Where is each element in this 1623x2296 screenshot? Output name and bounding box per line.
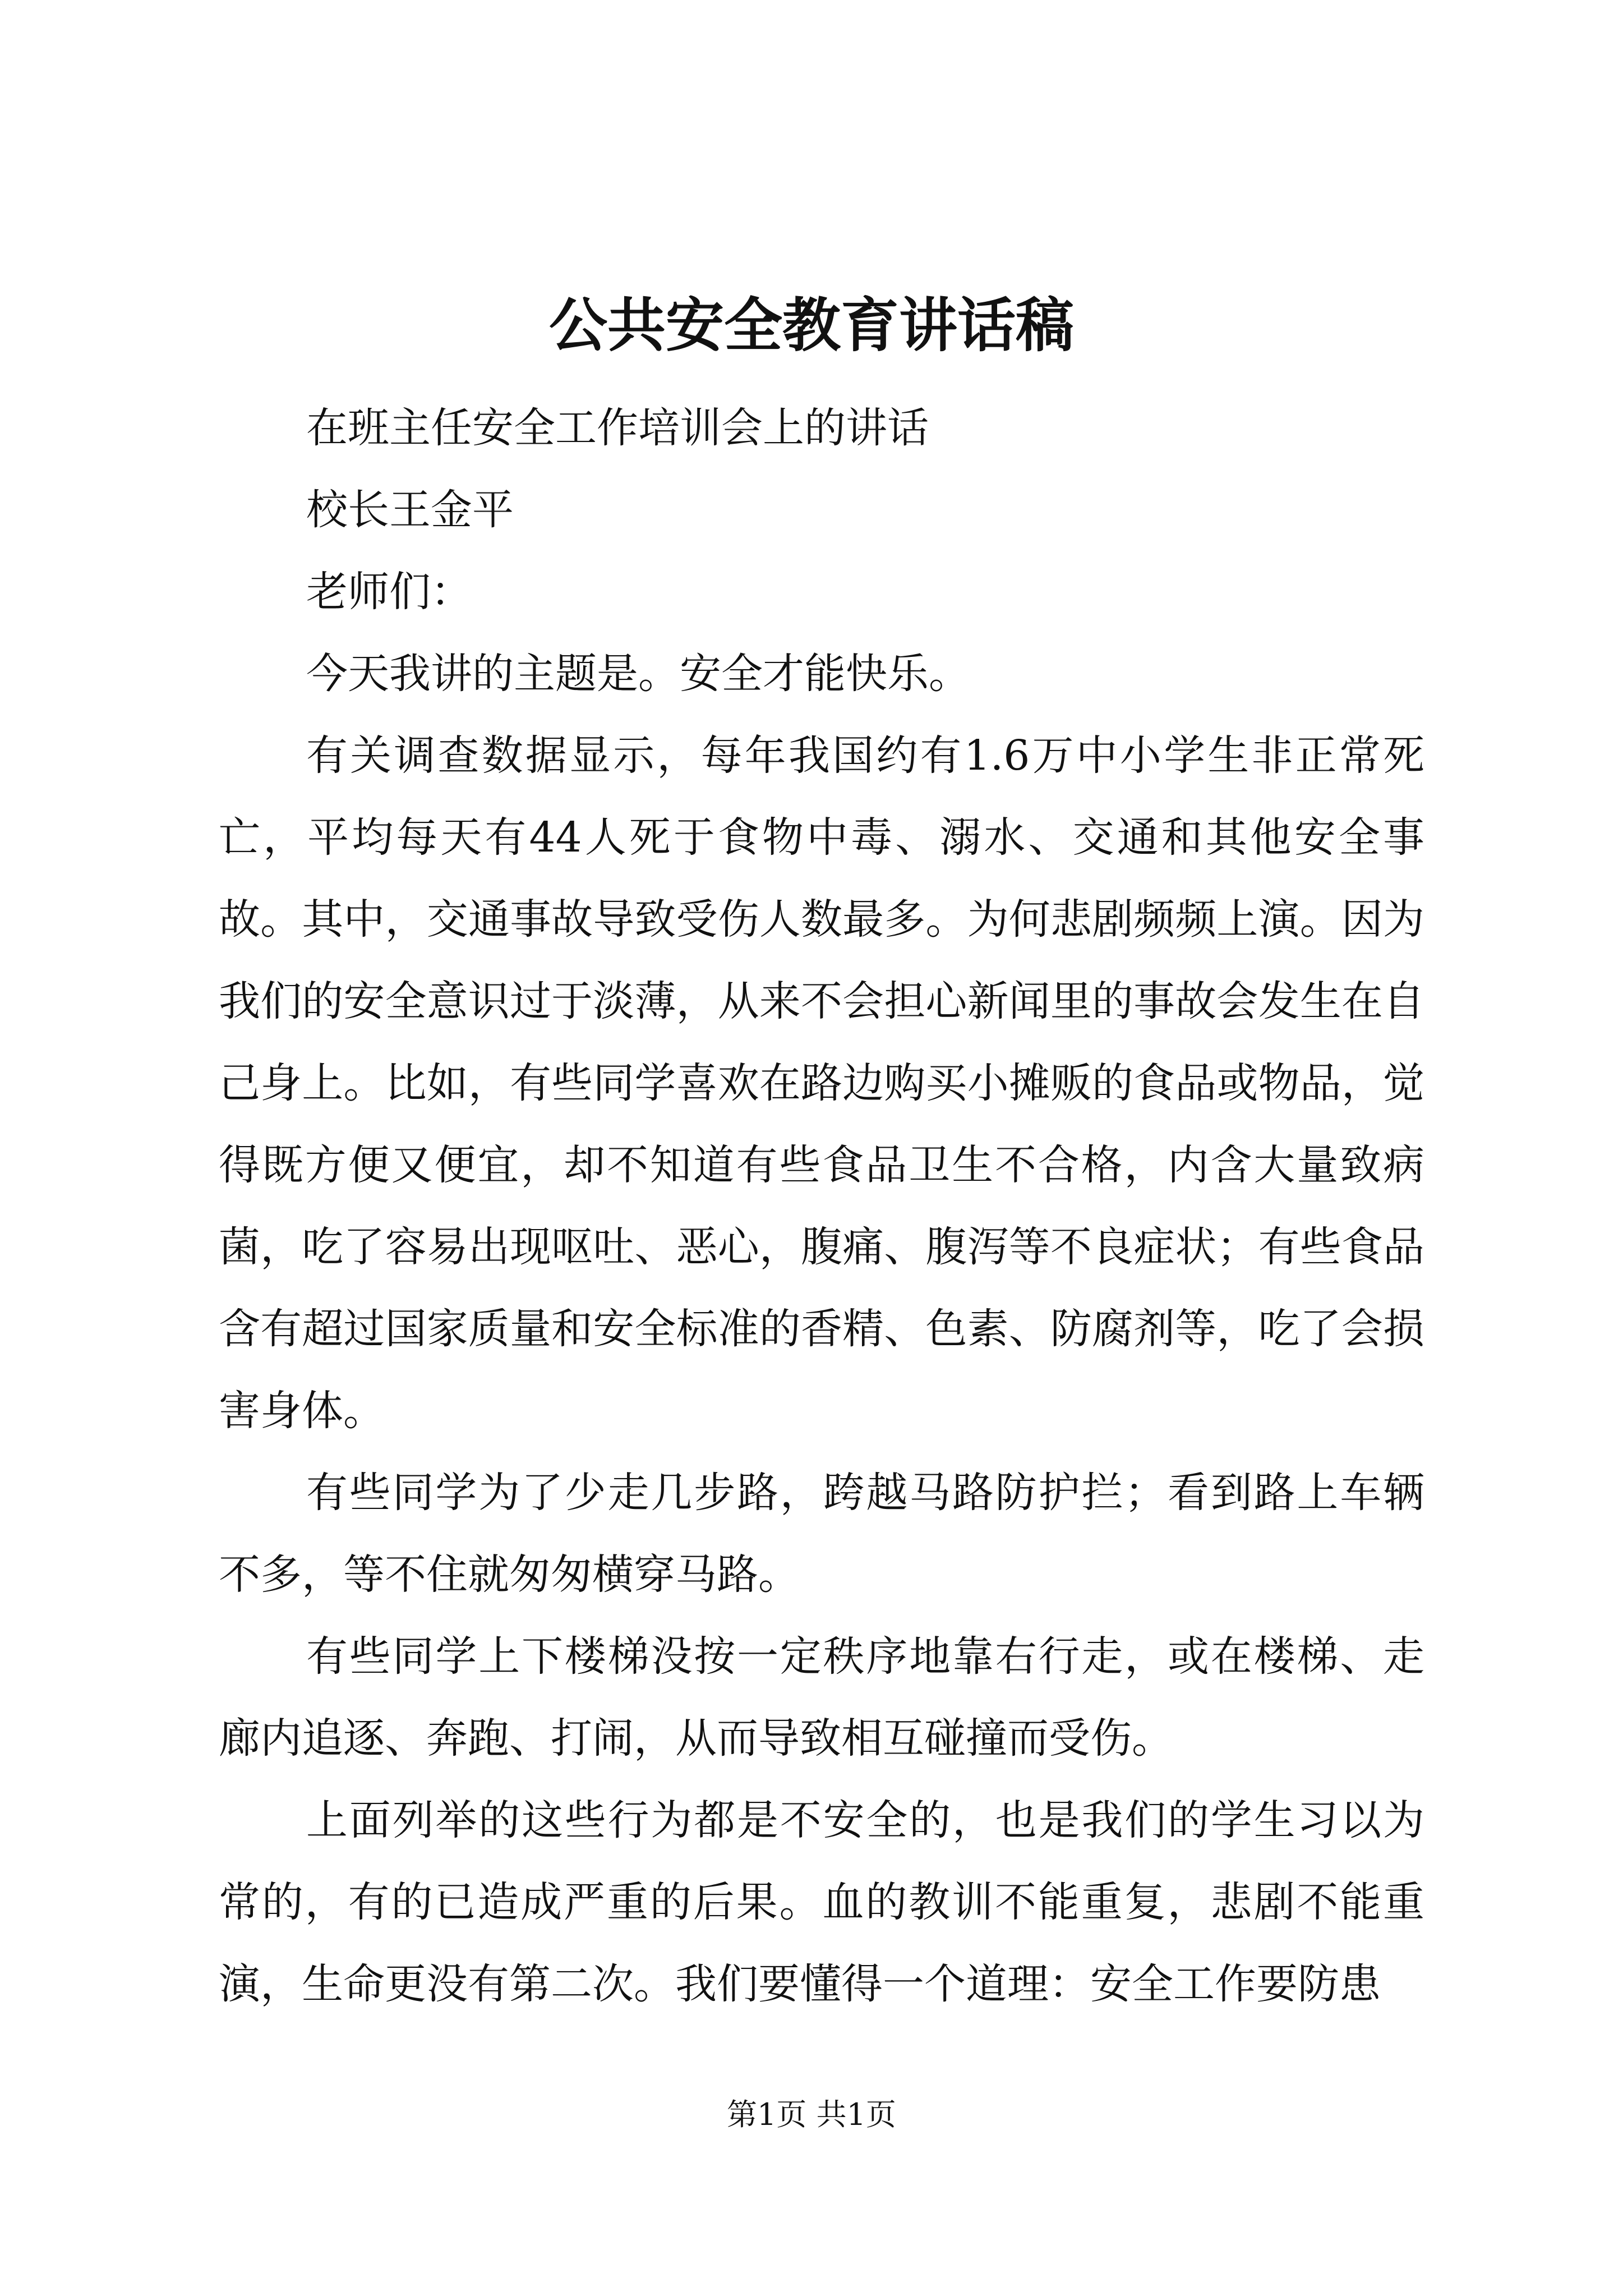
document-body [219, 387, 1424, 2025]
paragraph-traffic: 有些同学为了少走几步路，跨越马路防护拦；看到路上车辆不多，等不住就匆匆横穿马路。 [219, 1469, 1424, 1599]
paragraph-theme: 今天我讲的主题是。安全才能快乐。 [306, 650, 970, 698]
paragraph-statistics: 有关调查数据显示，每年我国约有1.6万中小学生非正常死亡，平均每天有44人死于食物中毒、溺水、交通和其他安全事故。其中，交通事故导致受伤人数最多。为何悲剧频频上演。因为我们的安全意识过于淡薄，从来不会担心新闻里的事故会发生在自己身上。比如，有些同学喜欢在路边购买小摊贩的食品或物品，觉得既方便又便宜，却不知道有些食品卫生不合格，内含大量致病菌，吃了容易出现呕吐、恶心，腹痛、腹泻等不良症状；有些食品含有超过国家质量和安全标准的香精、色素、防腐剂等，吃了会损害身体。 [219, 731, 1424, 1435]
paragraph-conclusion: 上面列举的这些行为都是不安全的，也是我们的学生习以为常的，有的已造成严重的后果。血的教训不能重复，悲剧不能重演，生命更没有第二次。我们要懂得一个道理：安全工作要防患 [219, 1796, 1424, 2008]
paragraph-speaker: 校长王金平 [306, 486, 514, 534]
paragraph-stairs: 有些同学上下楼梯没按一定秩序地靠右行走，或在楼梯、走廊内追逐、奔跑、打闹，从而导致相互碰撞而受伤。 [219, 1632, 1424, 1763]
document-title: 公共安全教育讲话稿 [548, 291, 1074, 360]
paragraph-subtitle: 在班主任安全工作培训会上的讲话 [306, 404, 929, 452]
page-footer: 第1页 共1页 [727, 2097, 896, 2132]
paragraph-salutation: 老师们： [306, 568, 472, 616]
